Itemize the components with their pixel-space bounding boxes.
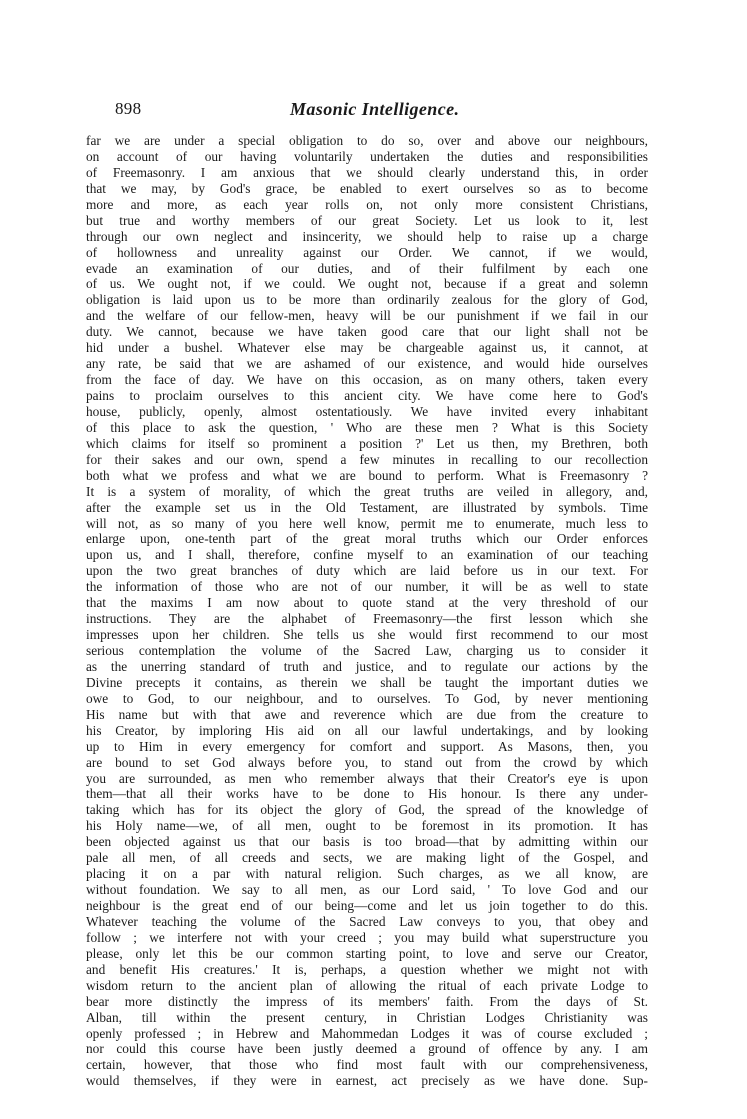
text-line: but true and worthy members of our great Society. Let us look to it, lest (86, 212, 648, 228)
text-line: after the example set us in the Old Testament, are illustrated by symbols. Time (86, 499, 648, 515)
text-line: of hollowness and unreality against our Order. We cannot, if we would, (86, 244, 648, 260)
text-line: Divine precepts it contains, as therein we shall be taught the important duties we (86, 674, 648, 690)
page-number: 898 (115, 99, 142, 118)
text-line: the information of those who are not of our number, it will be as well to state (86, 579, 648, 595)
text-line: enlarge upon, one-tenth part of the great moral truths which our Order enforces (86, 531, 648, 547)
text-line: instructions. They are the alphabet of Freemasonry—the first lesson which she (86, 611, 648, 627)
text-line: both what we profess and what we are bound to perform. What is Freemasonry ? (86, 467, 648, 483)
text-line: obligation is laid upon us to be more than ordinarily zealous for the glory of God, (86, 292, 648, 308)
text-line: His name but with that awe and reverence which are due from the creature to (86, 706, 648, 722)
text-line: and the welfare of our fellow-men, heavy will be our punishment if we fail in our (86, 308, 648, 324)
text-line: on account of our having voluntarily undertaken the duties and responsibilities (86, 148, 648, 164)
text-line: wisdom return to the ancient plan of allowing the ritual of each private Lodge to (86, 977, 648, 993)
text-line: house, publicly, openly, almost ostentatiously. We have invited every inhabitant (86, 403, 648, 419)
text-line: that we may, by God's grace, be enabled to exert ourselves so as to become (86, 180, 648, 196)
text-line: nor could this course have been justly deemed a ground of offence by any. I am (86, 1041, 648, 1057)
text-line: owe to God, to our neighbour, and to ourselves. To God, by never mentioning (86, 690, 648, 706)
text-line: through our own neglect and insincerity, we should help to raise up a charge (86, 228, 648, 244)
text-line: as the unerring standard of truth and justice, and to regulate our actions by the (86, 658, 648, 674)
text-line: openly professed ; in Hebrew and Mahommedan Lodges it was of course excluded ; (86, 1025, 648, 1041)
text-line: Whatever teaching the volume of the Sacred Law conveys to you, that obey and (86, 913, 648, 929)
text-line: of Freemasonry. I am anxious that we should clearly understand this, in order (86, 164, 648, 180)
text-line: of us. We ought not, if we could. We ought not, because if a great and solemn (86, 276, 648, 292)
text-line: hid under a bushel. Whatever else may be chargeable against us, it cannot, at (86, 340, 648, 356)
text-line: you are surrounded, as men who remember always that their Creator's eye is upon (86, 770, 648, 786)
text-line: please, only let this be our common starting point, to love and serve our Creator, (86, 945, 648, 961)
text-line: It is a system of morality, of which the great truths are veiled in allegory, and, (86, 483, 648, 499)
text-line: evade an examination of our duties, and of their fulfilment by each one (86, 260, 648, 276)
text-line: Alban, till within the present century, in Christian Lodges Christianity was (86, 1009, 648, 1025)
text-line: been objected against us that our basis is too broad—that by admitting within our (86, 834, 648, 850)
text-line: upon the two great branches of duty which are laid before us in our text. For (86, 563, 648, 579)
text-line: will not, as so many of you here well know, permit me to enumerate, much less to (86, 515, 648, 531)
text-line: bear more distinctly the impress of its members' faith. From the days of St. (86, 993, 648, 1009)
body-text (86, 133, 648, 1089)
text-line: taking which has for its object the glory of God, the spread of the knowledge of (86, 802, 648, 818)
text-line: upon us, and I shall, therefore, confine myself to an examination of our teaching (86, 547, 648, 563)
text-line: pale all men, of all creeds and sects, we are making light of the Gospel, and (86, 850, 648, 866)
text-line: up to Him in every emergency for comfort and support. As Masons, then, you (86, 738, 648, 754)
text-line: are bound to set God always before you, to stand out from the crowd by which (86, 754, 648, 770)
text-line: of this place to ask the question, ' Who are these men ? What is this Society (86, 419, 648, 435)
text-line: for their sakes and our own, spend a few minutes in recalling to our recollection (86, 451, 648, 467)
text-line: which claims for itself so prominent a position ?' Let us then, my Brethren, both (86, 435, 648, 451)
text-line: his Holy name—we, of all men, ought to be foremost in its promotion. It has (86, 818, 648, 834)
text-line: his Creator, by imploring His aid on all our lawful undertakings, and by looking (86, 722, 648, 738)
text-line: serious contemplation the volume of the Sacred Law, charging us to consider it (86, 643, 648, 658)
text-line: without foundation. We say to all men, as our Lord said, ' To love God and our (86, 882, 648, 898)
text-line: follow ; we interfere not with your creed ; you may build what superstructure you (86, 929, 648, 945)
text-line: neighbour is the great end of our being—come and let us join together to do this. (86, 898, 648, 913)
text-line: them—that all their works have to be done to His honour. Is there any under- (86, 786, 648, 802)
text-line: placing it on a par with natural religion. Such charges, as we all know, are (86, 866, 648, 882)
text-line: any rate, be said that we are ashamed of our existence, and would hide ourselves (86, 356, 648, 372)
text-line: certain, however, that those who find most fault with our comprehensiveness, (86, 1057, 648, 1073)
text-line: pains to proclaim ourselves to this ancient city. We have come here to God's (86, 388, 648, 403)
running-title: Masonic Intelligence. (290, 99, 460, 119)
page-header (115, 98, 645, 124)
text-line: from the face of day. We have on this occasion, as on many others, taken every (86, 372, 648, 388)
text-line: and benefit His creatures.' It is, perhaps, a question whether we might not with (86, 961, 648, 977)
text-line: far we are under a special obligation to do so, over and above our neighbours, (86, 133, 648, 148)
text-line: would themselves, if they were in earnest, act precisely as we have done. Sup- (86, 1073, 648, 1089)
text-line: that the maxims I am now about to quote stand at the very threshold of our (86, 595, 648, 611)
text-line: duty. We cannot, because we have taken good care that our light shall not be (86, 324, 648, 340)
text-line: impresses upon her children. She tells us she would first recommend to our most (86, 627, 648, 643)
text-line: more and more, as each year rolls on, not only more consistent Christians, (86, 196, 648, 212)
